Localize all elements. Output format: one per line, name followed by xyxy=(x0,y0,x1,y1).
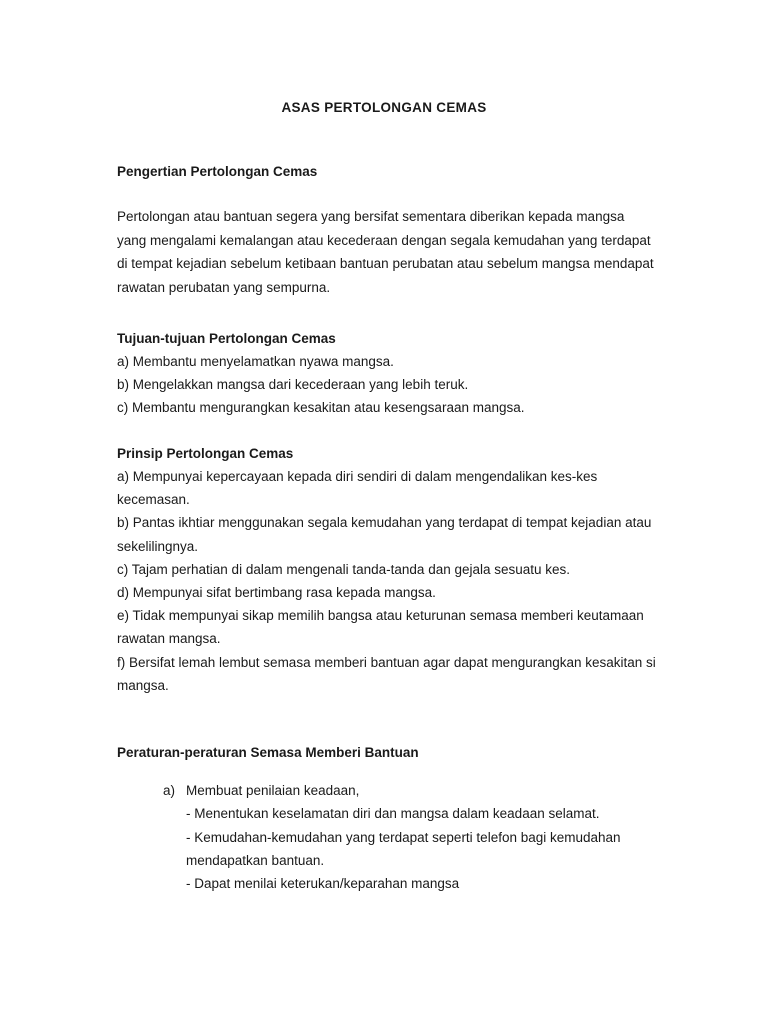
section-tujuan xyxy=(117,327,657,420)
sub-list-item: - Kemudahan-kemudahan yang terdapat seperti telefon bagi kemudahan mendapatkan bantuan. xyxy=(186,829,621,868)
list-item: b) Mengelakkan mangsa dari kecederaan yang lebih teruk. xyxy=(117,377,469,393)
list-marker: a) xyxy=(163,783,176,798)
section-prinsip xyxy=(117,442,657,697)
list-item: d) Mempunyai sifat bertimbang rasa kepada mangsa. xyxy=(117,585,436,601)
list-item: c) Membantu mengurangkan kesakitan atau kesengsaraan mangsa. xyxy=(117,400,525,416)
section-paragraph: Pertolongan atau bantuan segera yang bersifat sementara diberikan kepada mangsa yang mengalami kemalangan atau kecederaan dengan segala kemudahan yang terdapat di tempat kejadian sebelum ketibaan bantuan perubatan atau sebelum mangsa mendapat rawatan perubatan yang sempurna. xyxy=(117,209,654,295)
section-heading: Tujuan-tujuan Pertolongan Cemas xyxy=(117,331,336,346)
list-item: e) Tidak mempunyai sikap memilih bangsa atau keturunan semasa memberi keutamaan rawatan mangsa. xyxy=(117,608,644,647)
section-peraturan xyxy=(117,741,657,764)
sub-list xyxy=(186,802,656,895)
prinsip-list xyxy=(117,465,657,697)
section-pengertian xyxy=(117,160,657,299)
list-item-content xyxy=(186,779,656,895)
sub-list-item: - Menentukan keselamatan diri dan mangsa dalam keadaan selamat. xyxy=(186,806,600,822)
list-item: b) Pantas ikhtiar menggunakan segala kemudahan yang terdapat di tempat kejadian atau sekelilingnya. xyxy=(117,515,652,554)
section-heading: Pengertian Pertolongan Cemas xyxy=(117,164,318,179)
list-item: f) Bersifat lemah lembut semasa memberi bantuan agar dapat mengurangkan kesakitan si mangsa. xyxy=(117,654,656,693)
section-heading: Prinsip Pertolongan Cemas xyxy=(117,446,294,461)
section-heading: Peraturan-peraturan Semasa Memberi Bantuan xyxy=(117,745,419,760)
list-item: a) Mempunyai kepercayaan kepada diri sendiri di dalam mengendalikan kes-kes kecemasan. xyxy=(117,469,598,508)
document-title: ASAS PERTOLONGAN CEMAS xyxy=(281,100,487,115)
sub-list-item: - Dapat menilai keterukan/keparahan mangsa xyxy=(186,876,460,892)
list-item: c) Tajam perhatian di dalam mengenali tanda-tanda dan gejala sesuatu kes. xyxy=(117,561,571,577)
list-item-text: Membuat penilaian keadaan, xyxy=(186,783,360,798)
tujuan-list xyxy=(117,350,657,420)
list-item: a) Membantu menyelamatkan nyawa mangsa. xyxy=(117,354,394,369)
